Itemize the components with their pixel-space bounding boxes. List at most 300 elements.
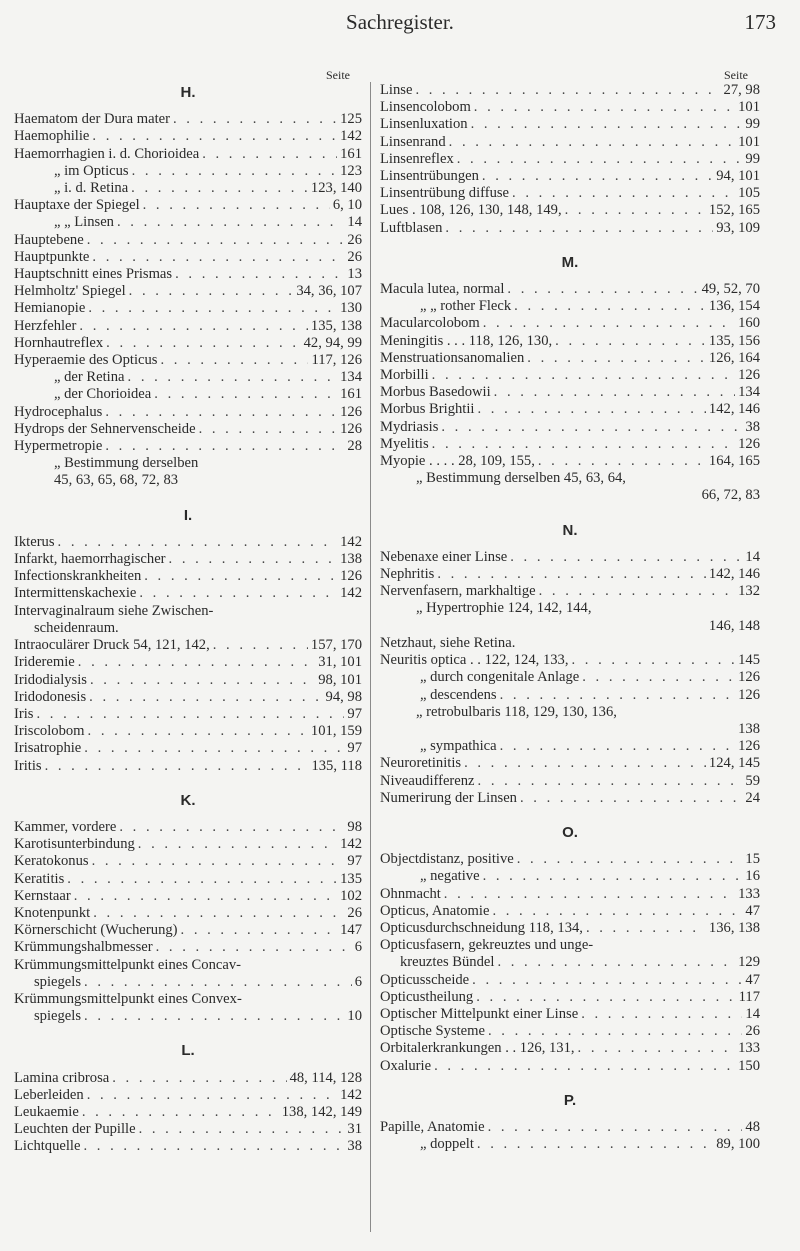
index-entry — [380, 652, 760, 669]
leader-dots — [517, 851, 743, 868]
leader-dots — [58, 534, 338, 551]
entry-pages: 130 — [340, 300, 362, 317]
entry-term: Ohnmacht — [380, 885, 441, 902]
entry-term: Opticusscheide — [380, 971, 470, 988]
index-entry — [14, 283, 362, 300]
leader-dots — [478, 773, 743, 790]
leader-dots — [571, 652, 735, 669]
leader-dots — [527, 350, 706, 367]
entry-text: Krümmungsmittelpunkt eines Convex- — [14, 990, 242, 1007]
entry-term: Macula lutea, normal — [380, 281, 505, 298]
entry-pages: 6 — [354, 973, 362, 990]
leader-dots — [488, 1119, 743, 1136]
entry-pages: 42, 94, 99 — [303, 334, 362, 351]
entry-pages: 123 — [340, 162, 362, 179]
leader-dots — [36, 706, 344, 723]
entry-term: Neuroretinitis — [380, 755, 462, 772]
entry-pages: 161 — [340, 145, 362, 162]
leader-dots — [84, 740, 344, 757]
index-entry — [14, 386, 362, 403]
index-entry — [14, 1138, 362, 1155]
index-entry — [14, 585, 362, 602]
leader-dots — [175, 266, 344, 283]
index-entry — [380, 333, 760, 350]
index-entry — [380, 1023, 760, 1040]
index-entry — [380, 755, 760, 772]
entry-term: kreuztes Bündel — [400, 954, 495, 971]
entry-term: Menstruationsanomalien — [380, 349, 525, 366]
entry-term: Optische Systeme — [380, 1023, 485, 1040]
entry-pages: 38 — [347, 1138, 362, 1155]
entry-pages: 142 — [340, 836, 362, 853]
leader-dots — [87, 1087, 337, 1104]
entry-term: „ durch congenitale Anlage — [420, 669, 580, 686]
index-entry — [380, 315, 760, 332]
entry-term: „ der Retina — [54, 369, 125, 386]
leader-dots — [494, 384, 735, 401]
leader-dots — [84, 974, 352, 991]
index-entry — [380, 566, 760, 583]
index-entry — [14, 1121, 362, 1138]
entry-pages: 126 — [738, 669, 760, 686]
entry-term: „ sympathica — [420, 738, 497, 755]
entry-pages: 145 — [738, 652, 760, 669]
leader-dots — [586, 920, 706, 937]
entry-pages: 142 — [340, 585, 362, 602]
entry-term: Hydrocephalus — [14, 403, 103, 420]
entry-pages: 147 — [340, 922, 362, 939]
entry-term: „ negative — [420, 868, 480, 885]
entry-pages: 34, 36, 107 — [296, 283, 362, 300]
entry-term: Linsentrübungen — [380, 168, 479, 185]
leader-dots — [84, 1008, 344, 1025]
entry-pages: 28 — [347, 438, 362, 455]
entry-continuation: 138 — [738, 720, 760, 737]
entry-pages: 129 — [738, 954, 760, 971]
entry-pages: 14 — [745, 548, 760, 565]
index-entry — [380, 281, 760, 298]
entry-term: Iridodialysis — [14, 671, 87, 688]
entry-term: Hauptschnitt eines Prismas — [14, 266, 173, 283]
left-column — [14, 68, 362, 1248]
index-entry — [380, 151, 760, 168]
leader-dots — [92, 853, 345, 870]
entry-pages: 6, 10 — [332, 197, 362, 214]
leader-dots — [138, 836, 337, 853]
index-entry — [14, 723, 362, 740]
index-entry — [14, 689, 362, 706]
leader-dots — [492, 903, 742, 920]
entry-pages: 134 — [340, 369, 362, 386]
index-entry — [380, 972, 760, 989]
entry-pages: 97 — [347, 740, 362, 757]
index-entry — [14, 300, 362, 317]
index-entry — [14, 905, 362, 922]
index-entry — [380, 116, 760, 133]
section-letter: I. — [183, 506, 193, 524]
entry-pages: 142, 146 — [708, 566, 760, 583]
index-entry — [14, 266, 362, 283]
entry-term: Irideremie — [14, 654, 75, 671]
leader-dots — [581, 1006, 742, 1023]
entry-pages: 123, 140 — [310, 180, 362, 197]
leader-dots — [160, 352, 308, 369]
index-entry — [14, 819, 362, 836]
entry-term: Linsentrübung diffuse — [380, 185, 510, 202]
leader-dots — [471, 116, 743, 133]
leader-dots — [202, 146, 337, 163]
index-entry — [14, 249, 362, 266]
index-entry — [380, 82, 760, 99]
entry-pages: 164, 165 — [708, 453, 760, 470]
entry-term: Opticusdurchschneidung 118, 134, — [380, 919, 583, 936]
entry-term: Kernstaar — [14, 887, 71, 904]
entry-pages: 152, 165 — [708, 202, 760, 219]
entry-term: Haemophilie — [14, 128, 90, 145]
entry-term: Hydrops der Sehnervenscheide — [14, 420, 196, 437]
entry-pages: 31, 101 — [318, 654, 362, 671]
entry-pages: 26 — [347, 904, 362, 921]
entry-term: „ doppelt — [420, 1136, 474, 1153]
entry-term: Knotenpunkt — [14, 904, 91, 921]
index-entry — [14, 740, 362, 757]
index-entry — [380, 954, 760, 971]
index-entry — [380, 868, 760, 885]
entry-pages: 135, 156 — [708, 332, 760, 349]
entry-pages: 117, 126 — [311, 352, 362, 369]
entry-pages: 14 — [745, 1005, 760, 1022]
index-entry — [14, 232, 362, 249]
entry-pages: 138 — [340, 551, 362, 568]
entry-pages: 125 — [340, 111, 362, 128]
section-p — [380, 1092, 760, 1154]
index-entry — [380, 367, 760, 384]
entry-continuation: „ Hypertrophie 124, 142, 144, — [416, 600, 592, 617]
leader-dots — [415, 82, 720, 99]
leader-dots — [432, 436, 735, 453]
leader-dots — [92, 249, 344, 266]
leader-dots — [520, 790, 742, 807]
index-entry — [14, 853, 362, 870]
entry-term: Hauptaxe der Spiegel — [14, 197, 140, 214]
entry-term: Oxalurie — [380, 1057, 432, 1074]
entry-pages: 15 — [745, 851, 760, 868]
leader-dots — [457, 151, 743, 168]
index-entry — [380, 185, 760, 202]
page-number: 173 — [744, 10, 776, 34]
index-entry — [14, 318, 362, 335]
leader-dots — [112, 1070, 286, 1087]
leader-dots — [79, 318, 308, 335]
entry-term: Hypermetropie — [14, 438, 103, 455]
entry-term: Morbus Basedowii — [380, 384, 491, 401]
leader-dots — [132, 163, 338, 180]
entry-continuation: scheidenraum. — [34, 619, 119, 636]
leader-dots — [432, 367, 735, 384]
entry-pages: 98, 101 — [318, 671, 362, 688]
entry-term: Luftblasen — [380, 219, 443, 236]
entry-term: Neuritis optica . . 122, 124, 133, — [380, 652, 569, 669]
entry-pages: 94, 101 — [716, 168, 760, 185]
index-entry — [380, 1136, 760, 1153]
entry-pages: 47 — [745, 971, 760, 988]
leader-dots — [497, 954, 735, 971]
entry-term: Linse — [380, 82, 413, 98]
leader-dots — [83, 1138, 344, 1155]
index-entry — [380, 350, 760, 367]
leader-dots — [144, 568, 337, 585]
entry-term: Linsenreflex — [380, 150, 454, 167]
leader-dots — [129, 283, 294, 300]
leader-dots — [173, 111, 337, 128]
leader-dots — [474, 99, 735, 116]
leader-dots — [500, 738, 736, 755]
section-letter: P. — [563, 1091, 577, 1109]
entry-term: Hauptebene — [14, 231, 84, 248]
entry-term: Kammer, vordere — [14, 818, 117, 835]
leader-dots — [154, 386, 337, 403]
index-entry — [14, 922, 362, 939]
leader-dots — [117, 214, 344, 231]
right-column — [380, 68, 760, 1248]
leader-dots — [74, 888, 337, 905]
index-entry — [14, 197, 362, 214]
section-k — [14, 792, 362, 1026]
entry-pages: 16 — [745, 868, 760, 885]
leader-dots — [539, 583, 736, 600]
entry-term: Hornhautreflex — [14, 334, 104, 351]
section-letter: K. — [180, 791, 196, 809]
index-entry — [380, 790, 760, 807]
section-letter: N. — [562, 521, 578, 539]
entry-term: Intermittenskachexie — [14, 585, 137, 602]
entry-term: Opticus, Anatomie — [380, 902, 490, 919]
section-m — [380, 254, 760, 505]
index-entry — [380, 436, 760, 453]
entry-pages: 142 — [340, 1086, 362, 1103]
entry-term: spiegels — [34, 973, 82, 990]
index-entry — [14, 438, 362, 455]
leader-dots — [82, 1104, 279, 1121]
entry-pages: 26 — [347, 248, 362, 265]
entry-pages: 31 — [347, 1121, 362, 1138]
entry-term: Linsenluxation — [380, 116, 468, 133]
leader-dots — [555, 333, 706, 350]
entry-term: Leukaemie — [14, 1103, 79, 1120]
index-entry — [380, 583, 760, 600]
entry-term: Haematom der Dura mater — [14, 111, 170, 128]
entry-pages: 142 — [340, 128, 362, 145]
entry-term: Objectdistanz, positive — [380, 851, 514, 868]
index-entry — [14, 939, 362, 956]
entry-pages: 26 — [745, 1023, 760, 1040]
index-entry — [380, 1119, 760, 1136]
entry-term: Körnerschicht (Wucherung) — [14, 922, 178, 939]
index-entry — [380, 453, 760, 470]
entry-pages: 134 — [738, 384, 760, 401]
entry-term: Niveaudifferenz — [380, 772, 475, 789]
entry-term: Keratitis — [14, 870, 65, 887]
entry-pages: 133 — [738, 1040, 760, 1057]
entry-text: Intervaginalraum siehe Zwischen- — [14, 602, 214, 619]
leader-dots — [476, 989, 735, 1006]
entry-pages: 157, 170 — [310, 637, 362, 654]
entry-term: „ descendens — [420, 686, 497, 703]
leader-dots — [477, 1136, 713, 1153]
entry-pages: 10 — [347, 1008, 362, 1025]
index-entry — [14, 888, 362, 905]
leader-dots — [445, 220, 713, 237]
leader-dots — [143, 197, 330, 214]
section-l — [14, 1042, 362, 1155]
entry-term: spiegels — [34, 1008, 82, 1025]
section-letter: M. — [561, 253, 579, 271]
entry-term: Myopie . . . . 28, 109, 155, — [380, 453, 535, 470]
index-entry — [380, 549, 760, 566]
index-entry — [14, 1104, 362, 1121]
entry-pages: 150 — [738, 1057, 760, 1074]
entry-term: Nebenaxe einer Linse — [380, 548, 508, 565]
entry-term: Linsenrand — [380, 133, 446, 150]
leader-dots — [87, 232, 345, 249]
leader-dots — [507, 281, 698, 298]
leader-dots — [437, 566, 706, 583]
leader-dots — [510, 549, 742, 566]
index-entry — [14, 551, 362, 568]
entry-pages: 98 — [347, 818, 362, 835]
index-entry — [14, 1070, 362, 1087]
entry-continuation: „ Bestimmung derselben — [54, 455, 199, 472]
leader-dots — [88, 723, 308, 740]
index-entry — [14, 534, 362, 551]
leader-dots — [582, 669, 735, 686]
entry-pages: 97 — [347, 705, 362, 722]
leader-dots — [464, 755, 706, 772]
entry-term: Meningitis . . . 118, 126, 130, — [380, 332, 553, 349]
entry-pages: 102 — [340, 887, 362, 904]
leader-dots — [483, 315, 735, 332]
entry-term: Morbus Brightii — [380, 401, 475, 418]
entry-text: Opticusfasern, gekreuztes und unge- — [380, 937, 594, 954]
column-divider — [370, 82, 371, 1232]
index-entry — [14, 637, 362, 654]
entry-pages: 27, 98 — [723, 82, 760, 98]
leader-dots — [213, 637, 308, 654]
entry-term: Iriscolobom — [14, 723, 85, 740]
entry-pages: 48 — [745, 1118, 760, 1135]
index-entry — [14, 706, 362, 723]
entry-term: Infectionskrankheiten — [14, 568, 142, 585]
section-o — [380, 824, 760, 1075]
entry-term: Hemianopie — [14, 300, 86, 317]
index-entry — [380, 99, 760, 116]
entry-term: „ im Opticus — [54, 162, 129, 179]
entry-pages: 117 — [738, 988, 760, 1005]
entry-term: Karotisunterbindung — [14, 836, 135, 853]
entry-pages: 6 — [354, 939, 362, 956]
index-entry — [14, 871, 362, 888]
entry-term: Lamina cribrosa — [14, 1069, 110, 1086]
entry-term: Intraoculärer Druck 54, 121, 142, — [14, 637, 210, 654]
entry-text: Netzhaut, siehe Retina. — [380, 634, 516, 651]
index-entry — [14, 128, 362, 145]
index-entry — [14, 352, 362, 369]
entry-term: Leuchten der Pupille — [14, 1121, 136, 1138]
index-entry — [380, 738, 760, 755]
page-title: Sachregister. — [346, 10, 454, 34]
index-entry — [14, 111, 362, 128]
entry-term: Herzfehler — [14, 317, 77, 334]
entry-pages: 135 — [340, 870, 362, 887]
section-l-cont — [380, 82, 760, 237]
entry-term: „ „ rother Fleck — [420, 298, 512, 315]
index-entry — [380, 298, 760, 315]
leader-dots — [449, 134, 735, 151]
index-entry — [14, 404, 362, 421]
index-entry — [14, 758, 362, 775]
entry-term: Optischer Mittelpunkt einer Linse — [380, 1005, 579, 1022]
leader-dots — [128, 369, 338, 386]
section-letter: L. — [181, 1042, 195, 1060]
section-n — [380, 522, 760, 807]
seite-label: Seite — [724, 68, 748, 82]
entry-term: Hyperaemie des Opticus — [14, 352, 158, 369]
entry-term: Nervenfasern, markhaltige — [380, 583, 536, 600]
index-entry — [380, 773, 760, 790]
entry-pages: 135, 138 — [310, 317, 362, 334]
leader-dots — [578, 1040, 736, 1057]
index-entry — [14, 335, 362, 352]
leader-dots — [78, 654, 315, 671]
entry-continuation: 45, 63, 65, 68, 72, 83 — [54, 472, 179, 489]
entry-pages: 59 — [745, 772, 760, 789]
index-entry — [14, 214, 362, 231]
entry-continuation: „ retrobulbaris 118, 129, 130, 136, — [416, 703, 617, 720]
index-entry — [380, 903, 760, 920]
entry-term: Iris — [14, 705, 34, 722]
entry-pages: 26 — [347, 231, 362, 248]
entry-pages: 14 — [347, 214, 362, 231]
leader-dots — [472, 972, 742, 989]
index-entry — [380, 1040, 760, 1057]
entry-term: Hauptpunkte — [14, 248, 90, 265]
index-entry — [380, 1058, 760, 1075]
leader-dots — [181, 922, 338, 939]
page-header — [0, 0, 800, 40]
leader-dots — [434, 1058, 735, 1075]
entry-pages: 105 — [738, 185, 760, 202]
index-entry — [14, 974, 362, 991]
leader-dots — [92, 128, 337, 145]
leader-dots — [45, 758, 309, 775]
entry-term: Haemorrhagien i. d. Chorioidea — [14, 145, 200, 162]
entry-pages: 101, 159 — [310, 723, 362, 740]
entry-term: Numerirung der Linsen — [380, 789, 517, 806]
entry-pages: 126 — [340, 420, 362, 437]
index-entry — [14, 369, 362, 386]
index-entry — [14, 836, 362, 853]
leader-dots — [482, 168, 713, 185]
index-entry — [14, 146, 362, 163]
entry-term: Papille, Anatomie — [380, 1118, 485, 1135]
entry-term: Krümmungshalbmesser — [14, 939, 153, 956]
entry-pages: 124, 145 — [708, 755, 760, 772]
index-entry — [380, 920, 760, 937]
entry-continuation: „ Bestimmung derselben 45, 63, 64, — [416, 470, 626, 487]
index-entry — [380, 669, 760, 686]
section-letter: O. — [562, 823, 578, 841]
seite-label: Seite — [326, 68, 350, 82]
